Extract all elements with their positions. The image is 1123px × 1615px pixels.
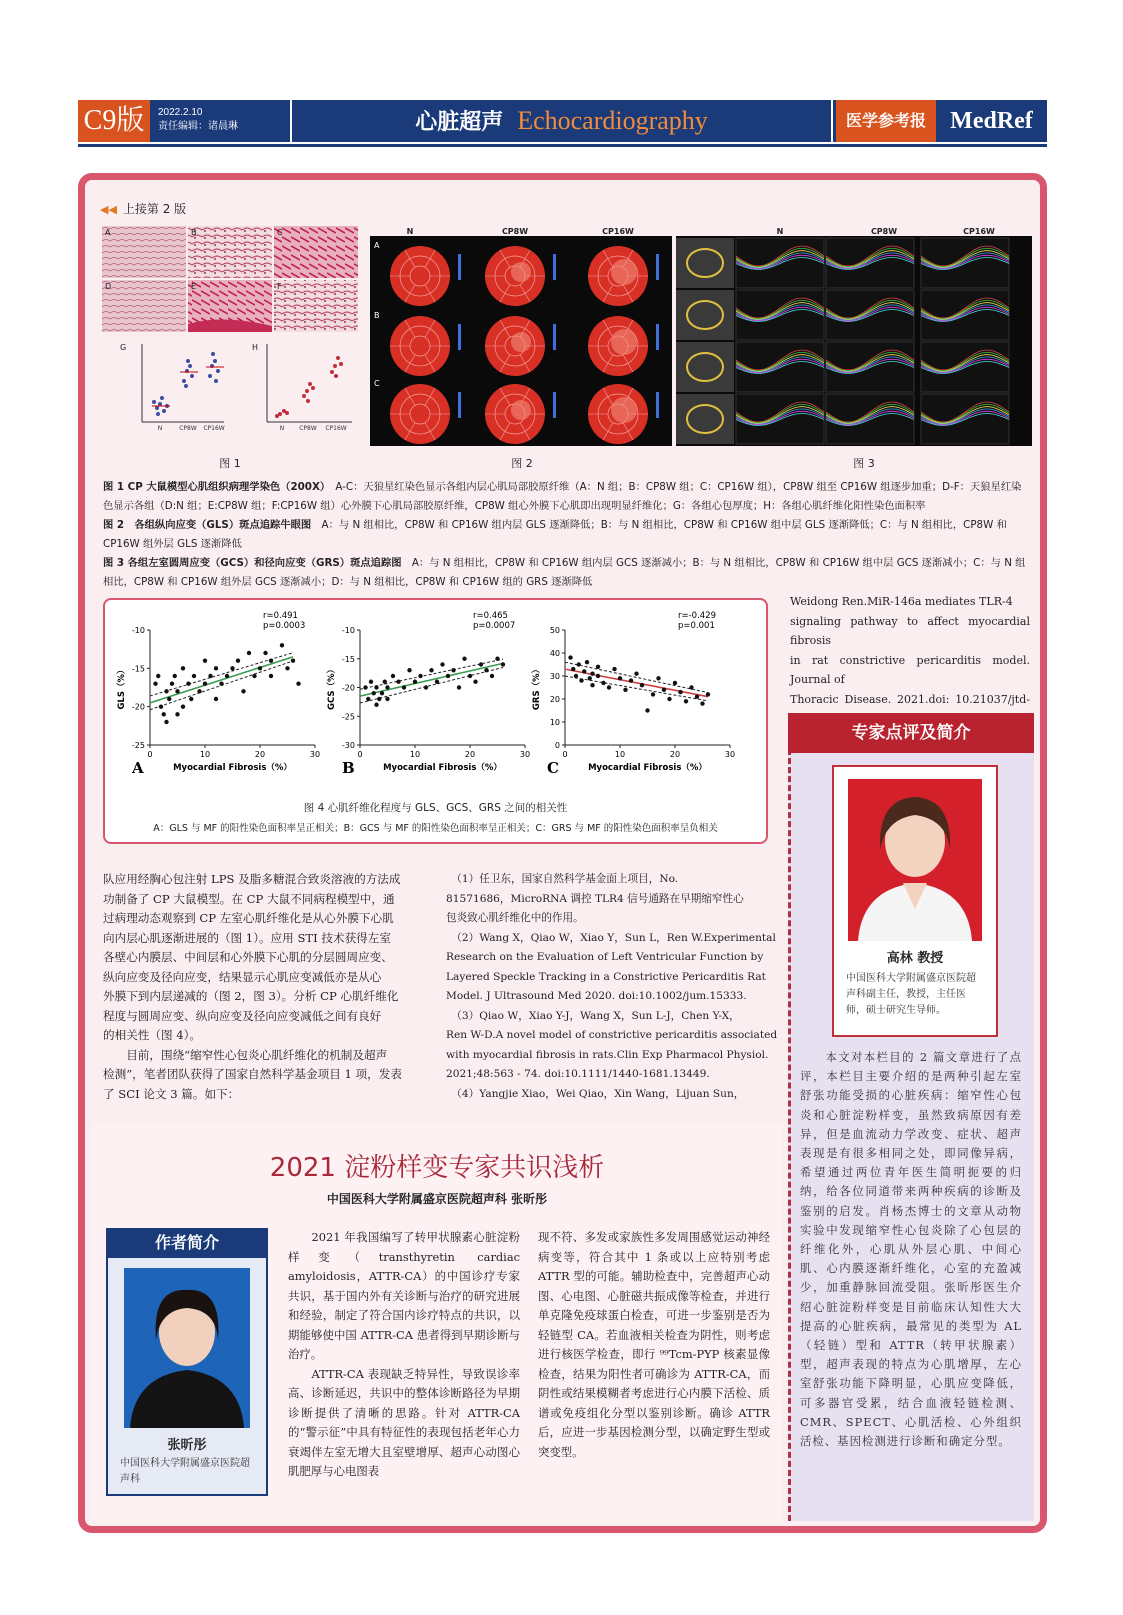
- h-tick-cp8w: CP8W: [299, 425, 317, 432]
- author-photo: [124, 1268, 250, 1428]
- data-point: [197, 689, 201, 693]
- data-point: [700, 701, 704, 705]
- data-point: [181, 666, 185, 670]
- section-cn: 心脏超声: [415, 110, 504, 135]
- data-point: [601, 681, 605, 685]
- figure-4-charts: [105, 600, 766, 800]
- body-right-column: [446, 870, 778, 1104]
- y-tick-label: -10: [341, 626, 355, 635]
- brand-cn: 医学参考报: [836, 100, 936, 142]
- x-tick-label: 30: [724, 750, 736, 759]
- body-line: （4）Yangjie Xiao，Wei Qiao，Xin Wang，Lijuan Sun，: [446, 1087, 745, 1100]
- panel-label-c: C: [277, 228, 283, 237]
- x-tick-label: 0: [147, 750, 153, 759]
- data-point: [640, 683, 644, 687]
- strain-panel: [921, 342, 1009, 392]
- data-point: [164, 689, 168, 693]
- data-point: [706, 692, 710, 696]
- data-point: [582, 669, 586, 673]
- data-point: [383, 680, 387, 684]
- y-axis-label: GRS（%）: [532, 664, 542, 711]
- caption-2-title: 图 2 各组纵向应变（GLS）斑点追踪牛眼图: [103, 519, 312, 531]
- data-point: [501, 662, 505, 666]
- body-line: Model. J Ultrasound Med 2020. doi:10.1002/jum.15333.: [446, 990, 747, 1002]
- annotation-p: p=0.0003: [263, 621, 306, 631]
- fig3-col-n: N: [776, 227, 784, 236]
- section-title: [290, 100, 833, 142]
- data-point: [678, 690, 682, 694]
- figure-1: [102, 226, 358, 436]
- annotation-p: p=0.0007: [473, 621, 516, 631]
- panel-letter: B: [342, 759, 355, 777]
- body-line: （2）Wang X，Qiao W，Xiao Y，Sun L，Ren W.Experimental: [446, 931, 776, 944]
- figure-1-image: [102, 226, 358, 436]
- y-tick-label: -25: [131, 741, 145, 750]
- data-point: [590, 672, 594, 676]
- section-en: Echocardiography: [517, 106, 708, 135]
- body-line: Ren W-D.A novel model of constrictive pericarditis associated: [446, 1029, 778, 1041]
- data-point: [241, 689, 245, 693]
- data-point: [571, 667, 575, 671]
- fig4-title: 图 4 心肌纤维化程度与 GLS、GCS、GRS 之间的相关性: [303, 802, 568, 814]
- y-tick-label: -25: [341, 712, 355, 722]
- data-point: [495, 657, 499, 661]
- data-point: [285, 666, 289, 670]
- x-tick-label: 30: [309, 750, 321, 759]
- figure-2-image: [370, 226, 672, 446]
- body-line: 2021;48:563 - 74. doi:10.1111/1440-1681.13449.: [446, 1068, 710, 1080]
- panel-a: [102, 226, 186, 278]
- echo-image: [676, 290, 734, 340]
- y-tick-label: -20: [341, 683, 355, 693]
- panel-d: [102, 280, 186, 332]
- data-point: [629, 678, 633, 682]
- data-point: [413, 680, 417, 684]
- data-point: [374, 685, 378, 689]
- x-axis-label: Myocardial Fibrosis（%）: [173, 763, 292, 773]
- data-point: [162, 712, 166, 716]
- data-point: [369, 680, 373, 684]
- expert-name: 高林 教授: [886, 951, 944, 966]
- body-line: 81571686，MicroRNA 调控 TLR4 信号通路在早期缩窄性心: [446, 892, 744, 905]
- x-tick-label: 30: [519, 750, 531, 759]
- data-point: [263, 651, 267, 655]
- x-tick-label: 20: [464, 750, 476, 759]
- data-point: [173, 674, 177, 678]
- data-point: [484, 668, 488, 672]
- data-point: [269, 674, 273, 678]
- data-point: [618, 676, 622, 680]
- body-line: 包炎致心肌纤维化中的作用。: [446, 912, 584, 924]
- panel-label-b: B: [191, 228, 197, 237]
- x-tick-label: 10: [409, 750, 421, 759]
- y-tick-label: 50: [549, 626, 560, 635]
- body-line: 纵向应变及径向应变，结果显示心肌应变减低亦是从心: [103, 969, 382, 984]
- data-point: [577, 662, 581, 666]
- data-point: [634, 672, 638, 676]
- expert-photo: [848, 779, 982, 941]
- fig2-label: 图 2: [511, 457, 533, 470]
- data-point: [225, 674, 229, 678]
- data-point: [695, 695, 699, 699]
- header-rule: [78, 144, 1047, 147]
- data-point: [247, 651, 251, 655]
- body-line: 过病理动态观察到 CP 左室心肌纤维化是从心外膜下心肌: [103, 911, 394, 925]
- data-point: [181, 704, 185, 708]
- fit-line: [150, 657, 293, 703]
- body-line: （1）任卫东，国家自然科学基金面上项目，No.: [446, 873, 679, 885]
- h-tick-cp16w: CP16W: [325, 425, 347, 432]
- data-point: [175, 689, 179, 693]
- data-point: [208, 674, 212, 678]
- brand-en: MedRef: [950, 108, 1033, 134]
- strain-panel: [921, 238, 1009, 288]
- author-desc: 中国医科大学附属盛京医院超声科: [120, 1458, 250, 1485]
- caption-1-title: 图 1 CP 大鼠模型心肌组织病理学染色（200X）: [103, 481, 326, 493]
- ci-line: [565, 676, 708, 701]
- caption-3-title: 图 3 各组左室圆周应变（GCS）和径向应变（GRS）斑点追踪图: [103, 557, 402, 569]
- data-point: [385, 697, 389, 701]
- caption-2: [103, 516, 1028, 554]
- fig3-col-cp8w: CP8W: [870, 227, 898, 236]
- bullseye-plots: [390, 246, 659, 444]
- data-point: [203, 681, 207, 685]
- figure-4: [103, 598, 768, 844]
- data-point: [366, 697, 370, 701]
- x-tick-label: 0: [562, 750, 568, 759]
- data-point: [269, 658, 273, 662]
- data-point: [451, 668, 455, 672]
- fig3-label: 图 3: [853, 457, 875, 470]
- ref-line: signaling pathway to affect myocardial fibrosis: [790, 614, 1030, 647]
- annotation-r: r=0.465: [473, 611, 508, 621]
- data-point: [280, 643, 284, 647]
- data-point: [192, 674, 196, 678]
- data-point: [363, 685, 367, 689]
- g-tick-cp16w: CP16W: [203, 425, 225, 432]
- data-point: [667, 697, 671, 701]
- article-byline: 中国医科大学附属盛京医院超声科 张昕彤: [326, 1192, 548, 1206]
- annotation-p: p=0.001: [678, 621, 715, 631]
- data-point: [596, 674, 600, 678]
- y-tick-label: 0: [554, 741, 560, 750]
- x-tick-label: 10: [614, 750, 626, 759]
- fig2-row-c: C: [374, 379, 380, 388]
- panel-label-e: E: [191, 282, 197, 291]
- panel-b: [188, 226, 272, 278]
- data-point: [175, 712, 179, 716]
- data-point: [612, 667, 616, 671]
- expert-desc: 中国医科大学附属盛京医院超声科副主任，教授，主任医师，硕士研究生导师。: [846, 973, 976, 1016]
- expert-title: 专家点评及简介: [788, 713, 1034, 753]
- fig2-row-b: B: [374, 311, 380, 320]
- author-box-title: 作者简介: [106, 1228, 268, 1258]
- strain-panel: [826, 290, 914, 340]
- continued-note: ◀◀ 上接第 2 版: [100, 200, 186, 217]
- ref-line: in rat constrictive pericarditis model. Journal of: [790, 653, 1030, 686]
- data-point: [170, 681, 174, 685]
- data-point: [490, 674, 494, 678]
- y-axis-label: GCS（%）: [327, 664, 337, 711]
- data-point: [380, 691, 384, 695]
- strain-panel: [736, 394, 824, 444]
- data-point: [579, 678, 583, 682]
- data-point: [189, 697, 193, 701]
- x-tick-label: 20: [254, 750, 266, 759]
- x-axis-label: Myocardial Fibrosis（%）: [383, 763, 502, 773]
- ref-line: Thoracic Disease. 2021.doi: 10.21037/jtd-: [790, 692, 1030, 706]
- figure-2: [370, 226, 672, 446]
- x-axis-label: Myocardial Fibrosis（%）: [588, 763, 707, 773]
- data-point: [258, 666, 262, 670]
- data-point: [590, 683, 594, 687]
- y-tick-label: 30: [549, 672, 560, 681]
- data-point: [574, 674, 578, 678]
- y-tick-label: -20: [131, 702, 145, 712]
- data-point: [568, 655, 572, 659]
- body-line: Layered Speckle Tracking in a Constrictive Pericarditis Rat: [446, 970, 766, 983]
- caption-3: [103, 554, 1028, 592]
- data-point: [214, 697, 218, 701]
- data-point: [159, 704, 163, 708]
- h-tick-n: N: [279, 425, 285, 432]
- data-point: [446, 674, 450, 678]
- data-point: [402, 685, 406, 689]
- y-tick-label: -15: [341, 654, 355, 664]
- data-point: [391, 674, 395, 678]
- caption-3-text: A：与 N 组相比，CP8W 和 CP16W 组内层 GCS 逐渐减小；B：与 N 组相比，CP8W 和 CP16W 组中层 GCS 逐渐减小；C：与 N 组相比，CP8W 和 CP16W 组外层 GCS 逐渐减小；D：与 N 组相比，CP8W 和 CP16W 组的 GRS 逐渐降低: [103, 557, 1026, 588]
- data-point: [385, 685, 389, 689]
- x-tick-label: 0: [357, 750, 363, 759]
- y-tick-label: -30: [341, 741, 355, 750]
- fig2-row-a: A: [374, 241, 380, 250]
- fig4-sub: A：GLS 与 MF 的阳性染色面积率呈正相关；B：GCS 与 MF 的阳性染色面积率呈正相关；C：GRS 与 MF 的阳性染色面积率呈负相关: [153, 823, 718, 834]
- g-tick-cp8w: CP8W: [179, 425, 197, 432]
- strain-panel: [736, 238, 824, 288]
- data-point: [156, 674, 160, 678]
- y-axis-label: GLS（%）: [117, 665, 127, 710]
- fig1-label: 图 1: [219, 457, 241, 470]
- body-line: 向内层心肌逐渐进展的（图 1）。应用 STI 技术获得左室: [103, 930, 391, 945]
- panel-c: [274, 226, 358, 278]
- y-tick-label: 10: [549, 718, 560, 727]
- data-point: [153, 681, 157, 685]
- data-point: [203, 658, 207, 662]
- echo-image: [676, 394, 734, 444]
- body-line: 了 SCI 论文 3 篇。如下：: [103, 1086, 240, 1101]
- panel-f: [274, 280, 358, 332]
- body-line: 程度与圆周应变、纵向应变及径向应变减低之间有良好: [103, 1008, 382, 1023]
- data-point: [186, 681, 190, 685]
- echo-image: [676, 342, 734, 392]
- annotation-r: r=-0.429: [678, 611, 717, 621]
- g-tick-n: N: [157, 425, 163, 432]
- data-point: [588, 676, 592, 680]
- figure-3-image: [676, 226, 1032, 446]
- body-line: Research on the Evaluation of Left Ventricular Function by: [446, 951, 764, 963]
- caption-1: [103, 478, 1028, 516]
- data-point: [689, 685, 693, 689]
- data-point: [214, 666, 218, 670]
- caption-2-text: A：与 N 组相比，CP8W 和 CP16W 组内层 GLS 逐渐降低；B：与 N 组相比，CP8W 和 CP16W 组中层 GLS 逐渐降低；C：与 N 组相比，CP8W 和 CP16W 组外层 GLS 逐渐降低: [103, 519, 1007, 550]
- data-point: [396, 680, 400, 684]
- strain-panel: [736, 342, 824, 392]
- author-name: 张昕彤: [167, 1438, 207, 1453]
- data-point: [607, 685, 611, 689]
- strain-panel: [921, 394, 1009, 444]
- fig-captions: [103, 478, 1028, 592]
- data-point: [684, 699, 688, 703]
- data-point: [651, 692, 655, 696]
- data-point: [473, 680, 477, 684]
- article-col-2: 现不符、多发或家族性多发周围感觉运动神经病变等，符合其中 1 条或以上应特别考虑 ATTR 型的可能。辅助检查中，完善超声心动图、心电图、心脏磁共振成像等检查，并进行单克隆免疫球蛋白检查，可进一步鉴别是否为轻链型 CA。若血液相关检查为阴性，则考虑进行核医学检查，即行 ⁹⁹Tcm-PYP 核素显像检查，结果为阳性者可确诊为 ATTR-CA，而阴性或结果模糊者考虑进行心内膜下活检、质谱或免疫组化分型以鉴别诊断。确诊 ATTR 后，应进一步基因检测分型，以确定野生型或突变型。: [538, 1230, 770, 1459]
- fig2-col-cp16w: CP16W: [602, 227, 634, 236]
- caption-1-text: A-C：天狼星红染色显示各组内层心肌局部胶原纤维（A：N 组；B：CP8W 组；C：CP16W 组），CP8W 组至 CP16W 组逐步加重；D-F：天狼星红染色显示各组（D:N 组；E:CP8W 组；F:CP16W 组）心外膜下心肌局部胶原纤维，CP8W 组心外膜下心肌即出现明显纤维化；G：各组心包厚度；H：各组心肌纤维化阳性染色面积率: [103, 481, 1022, 512]
- fig2-col-n: N: [406, 227, 414, 236]
- panel-label-g: G: [120, 343, 127, 352]
- data-point: [462, 657, 466, 661]
- y-tick-label: 20: [549, 695, 560, 704]
- ref-line: Weidong Ren.MiR-146a mediates TLR-4: [790, 595, 1013, 608]
- data-point: [662, 688, 666, 692]
- data-point: [372, 691, 376, 695]
- data-point: [673, 681, 677, 685]
- body-line: 功制备了 CP 大鼠模型。在 CP 大鼠不同病程模型中，通: [103, 891, 395, 906]
- y-tick-label: -10: [131, 626, 145, 635]
- data-point: [429, 668, 433, 672]
- issue-meta: [158, 106, 238, 134]
- data-point: [236, 658, 240, 662]
- data-point: [291, 658, 295, 662]
- body-line: 外膜下到内层递减的（图 2，图 3）。分析 CP 心肌纤维化: [103, 989, 399, 1003]
- echo-image: [676, 238, 734, 288]
- panel-label-h: H: [252, 343, 259, 352]
- editor: 责任编辑：诸晨琳: [158, 121, 238, 132]
- body-line: 队应用经胸心包注射 LPS 及脂多糖混合致炎溶液的方法成: [103, 872, 401, 886]
- page-label: C9版: [78, 100, 150, 142]
- data-point: [219, 681, 223, 685]
- data-point: [440, 662, 444, 666]
- expert-comment: 本文对本栏目的 2 篇文章进行了点评，本栏目主要介绍的是两种引起左室舒张功能受损的心脏疾病：缩窄性心包炎和心脏淀粉样变，虽然致病原因有差异，但是血流动力学改变、症状、超声表现是有很多相同之处，即同像异病，希望通过两位青年医生简明扼要的归纳，给各位同道带来两种疾病的诊断及鉴别的启发。肖杨杰博士的文章从动物实验中发现缩窄性心包炎除了心包层的纤维化外，心肌从外层心肌、中间心肌、心内膜逐渐纤维化，心室的充盈减少，加重静脉回流受阻。张昕彤医生介绍心脏淀粉样变是目前临床认知性大大提高的心脏疾病，最常见的类型为 AL（轻链）型和 ATTR（转甲状腺素）型，超声表现的特点为心肌增厚，左心室舒张功能下降明显，心肌应变降低，可多器官受累，结合血液轻链检测、CMR、SPECT、心肌活检、心外组织活检、基因检测进行诊断和确定分型。: [800, 1050, 1022, 1449]
- data-point: [435, 680, 439, 684]
- issue-date: 2022.2.10: [158, 107, 203, 118]
- data-point: [252, 674, 256, 678]
- data-point: [164, 720, 168, 724]
- body-line: 目前，围绕“缩窄性心包炎心肌纤维化的机制及超声: [103, 1047, 388, 1062]
- body-line: 检测”，笔者团队获得了国家自然科学基金项目 1 项，发表: [103, 1067, 402, 1081]
- data-point: [167, 697, 171, 701]
- article-title: 2021 淀粉样变专家共识浅析: [269, 1153, 605, 1183]
- panel-label-d: D: [105, 282, 112, 291]
- data-point: [230, 666, 234, 670]
- article-col-1: 2021 年我国编写了转甲状腺素心脏淀粉样变（transthyretin cardiac amyloidosis，ATTR-CA）的中国诊疗专家共识，基于国内外有关诊断与治疗的研究进展和经验，制定了符合国内诊疗特点的共识，以期能够使中国 ATTR-CA 患者得到早期诊断与治疗。 ATTR-CA 表现缺乏特异性，导致误诊率高、诊断延迟，共识中的整体诊断路径为早期诊断提供了清晰的思路。针对 ATTR-CA 的“警示征”中具有特征性的表现包括老年心力衰竭伴左室无增大且室壁增厚、超声心动图心肌肥厚与心电图表: [288, 1230, 520, 1478]
- expert-card: [832, 765, 998, 1037]
- fig2-col-cp8w: CP8W: [501, 227, 529, 236]
- panel-label-a: A: [105, 228, 111, 237]
- x-tick-label: 20: [669, 750, 681, 759]
- strain-panel: [826, 342, 914, 392]
- data-point: [424, 685, 428, 689]
- body-left-column: [103, 870, 433, 1104]
- data-point: [623, 688, 627, 692]
- strain-panel: [921, 290, 1009, 340]
- data-point: [457, 685, 461, 689]
- data-point: [407, 668, 411, 672]
- x-tick-label: 10: [199, 750, 211, 759]
- body-line: 各壁心内膜层、中间层和心外膜下心肌的分层圆周应变、: [103, 950, 393, 964]
- data-point: [468, 674, 472, 678]
- data-point: [645, 708, 649, 712]
- ci-line: [360, 667, 503, 703]
- data-point: [377, 697, 381, 701]
- strain-panel: [736, 290, 824, 340]
- fig3-col-cp16w: CP16W: [963, 227, 995, 236]
- annotation-r: r=0.491: [263, 611, 298, 621]
- data-point: [296, 681, 300, 685]
- panel-label-f: F: [277, 282, 282, 291]
- figure-3: [676, 226, 1032, 446]
- data-point: [656, 676, 660, 680]
- body-line: 的相关性（图 4）。: [103, 1028, 202, 1042]
- panel-letter: C: [547, 759, 559, 777]
- strain-panel: [826, 238, 914, 288]
- panel-letter: A: [132, 759, 144, 777]
- data-point: [418, 674, 422, 678]
- y-tick-label: -15: [131, 664, 145, 674]
- data-point: [596, 665, 600, 669]
- data-point: [479, 662, 483, 666]
- data-point: [374, 703, 378, 707]
- y-tick-label: 40: [549, 649, 560, 658]
- data-point: [585, 660, 589, 664]
- author-box: [106, 1228, 268, 1496]
- body-line: with myocardial fibrosis in rats.Clin Exp Pharmacol Physiol.: [446, 1048, 769, 1061]
- strain-panel: [826, 394, 914, 444]
- body-line: （3）Qiao W，Xiao Y-J，Wang X，Sun L-J，Chen Y-X，: [446, 1009, 740, 1022]
